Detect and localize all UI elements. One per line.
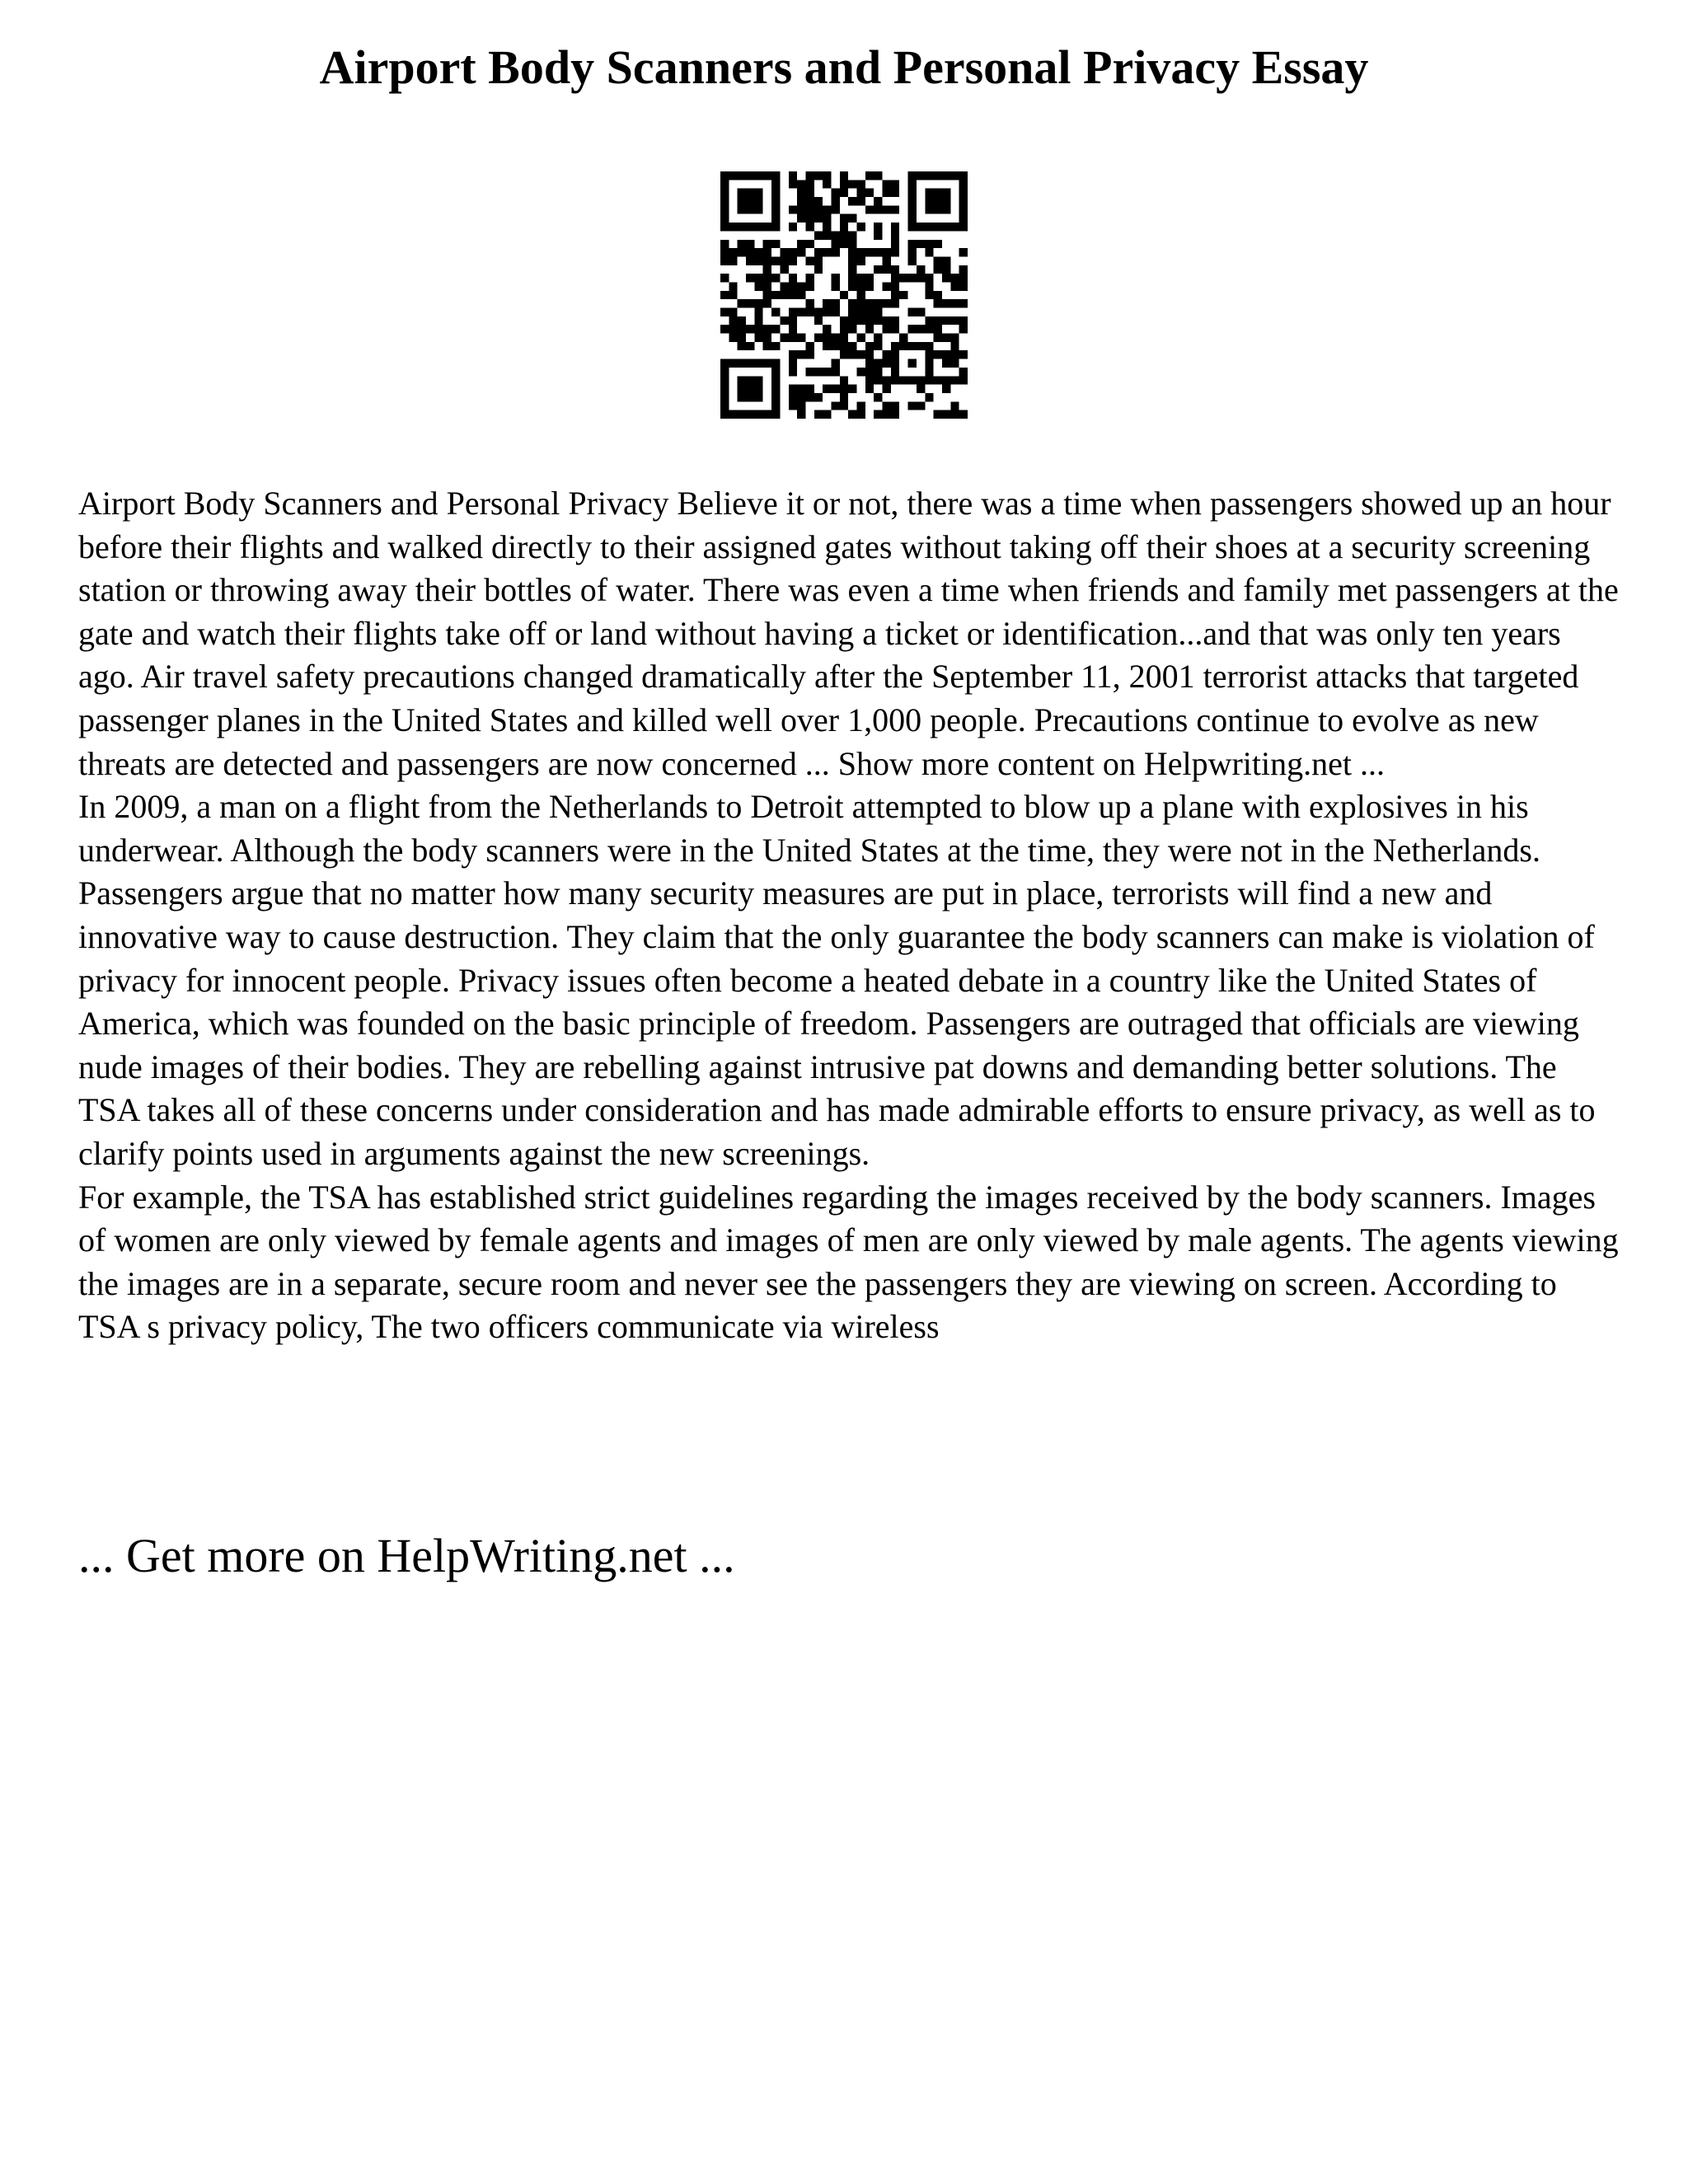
essay-body	[78, 482, 1620, 1349]
get-more-link[interactable]: ... Get more on HelpWriting.net ...	[78, 1529, 735, 1582]
paragraph-1: Airport Body Scanners and Personal Privacy Believe it or not, there was a time when passengers showed up an hour before their flights and walked directly to their assigned gates without taking off their shoes at a security screening station or throwing away their bottles of water. There was even a time when friends and family met passengers at the gate and watch their flights take off or land without having a ticket or identification...and that was only ten years ago. Air travel safety precautions changed dramatically after the September 11, 2001 terrorist attacks that targeted passenger planes in the United States and killed well over 1,000 people. Precautions continue to evolve as new threats are detected and passengers are now concerned ... Show more content on Helpwriting.net ...	[78, 485, 1619, 782]
paragraph-2: In 2009, a man on a flight from the Netherlands to Detroit attempted to blow up a plane with explosives in his underwear. Although the body scanners were in the United States at the time, they were not in the Netherlands. Passengers argue that no matter how many security measures are put in place, terrorists will find a new and innovative way to cause destruction. They claim that the only guarantee the body scanners can make is violation of privacy for innocent people. Privacy issues often become a heated debate in a country like the United States of America, which was founded on the basic principle of freedom. Passengers are outraged that officials are viewing nude images of their bodies. They are rebelling against intrusive pat downs and demanding better solutions. The TSA takes all of these concerns under consideration and has made admirable efforts to ensure privacy, as well as to clarify points used in arguments against the new screenings.	[78, 788, 1596, 1172]
document-title: Airport Body Scanners and Personal Privacy Essay	[319, 40, 1369, 94]
paragraph-3: For example, the TSA has established strict guidelines regarding the images received by the body scanners. Images of women are only viewed by female agents and images of men are only viewed by male agents. The agents viewing the images are in a separate, secure room and never see the passengers they are viewing on screen. According to TSA s privacy policy, The two officers communicate via wireless	[78, 1178, 1619, 1346]
qr-code-icon	[720, 171, 968, 419]
